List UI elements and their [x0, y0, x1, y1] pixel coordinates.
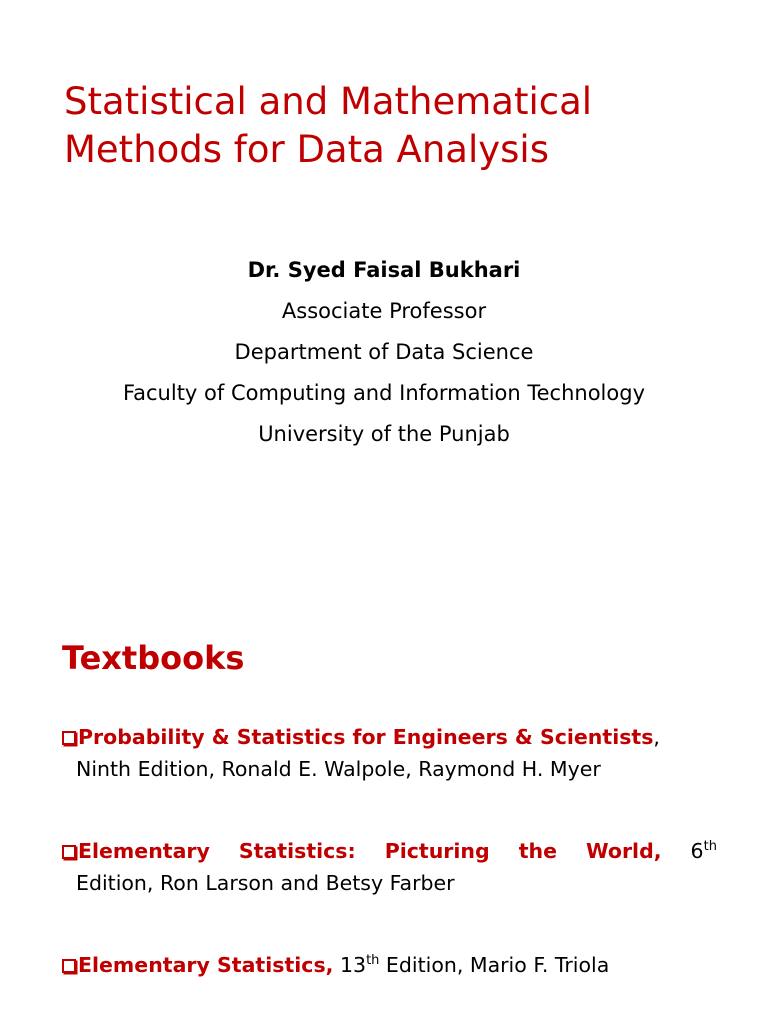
- checkbox-square-icon: [62, 845, 76, 859]
- book-title-suffix: ,: [325, 953, 334, 977]
- author-position: Associate Professor: [281, 299, 487, 323]
- edition-number: 13: [333, 953, 367, 977]
- book-details: Edition, Mario F. Triola: [379, 953, 610, 977]
- title-line-1: Statistical and Mathematical: [64, 80, 593, 123]
- book-title-word: World,: [585, 839, 662, 863]
- book-title: Probability & Statistics for Engineers & Scientists: [78, 725, 654, 749]
- textbook-item: [62, 721, 722, 785]
- author-university: University of the Punjab: [258, 422, 510, 446]
- author-department: Department of Data Science: [234, 340, 534, 364]
- book-title-word: the: [518, 839, 557, 863]
- textbook-item: [62, 949, 722, 981]
- textbooks-slide: [0, 512, 768, 1024]
- author-faculty: Faculty of Computing and Information Technology: [122, 381, 645, 405]
- edition-number: 6: [690, 839, 704, 863]
- book-title-word: Elementary: [78, 839, 210, 863]
- book-title-suffix: ,: [653, 725, 660, 749]
- title-line-2: Methods for Data Analysis: [64, 128, 549, 171]
- book-title: Elementary Statistics: [78, 953, 326, 977]
- edition-suffix: th: [366, 953, 380, 969]
- checkbox-square-icon: [62, 731, 76, 745]
- author-block: [0, 250, 768, 455]
- section-title: Textbooks: [62, 639, 245, 677]
- book-details: Ninth Edition, Ronald E. Walpole, Raymond H. Myer: [76, 757, 601, 781]
- checkbox-square-icon: [62, 959, 76, 973]
- textbook-item: [62, 835, 722, 899]
- author-name: Dr. Syed Faisal Bukhari: [247, 258, 521, 282]
- book-title-word: Statistics:: [238, 839, 356, 863]
- page-title: [64, 78, 744, 174]
- book-details: Edition, Ron Larson and Betsy Farber: [76, 871, 455, 895]
- book-edition: [691, 835, 717, 867]
- edition-suffix: th: [703, 839, 717, 855]
- book-title-word: Picturing: [384, 839, 490, 863]
